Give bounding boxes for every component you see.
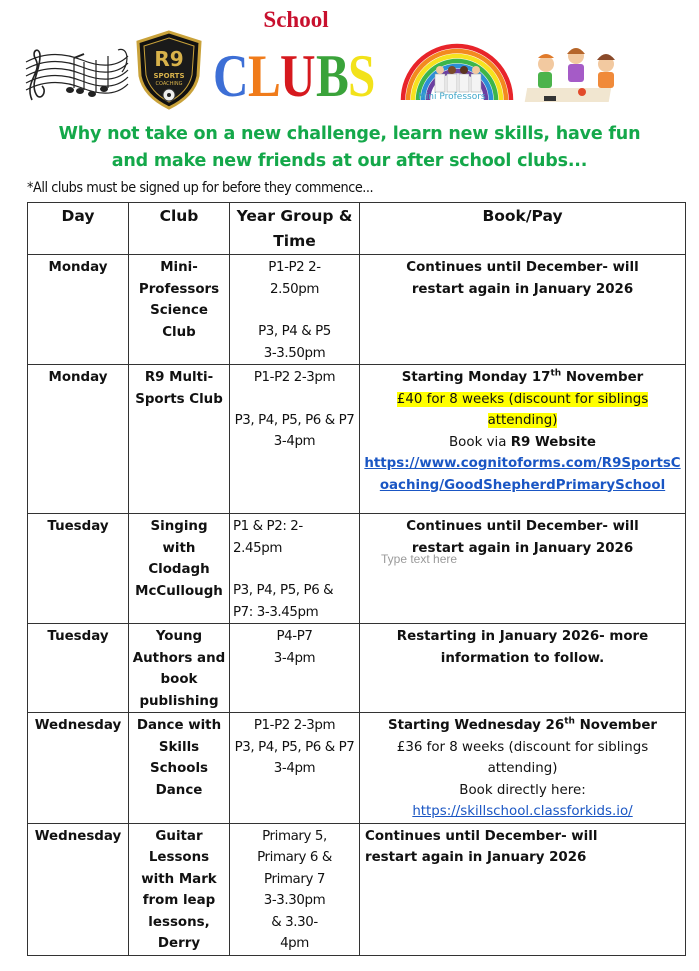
price-highlight: £40 for 8 weeks (discount for siblings attending) [396,391,649,428]
school-title: School [263,7,329,32]
headline-line-1: Why not take on a new challenge, learn new skills, have fun [58,124,641,144]
cell-club: Young Authors and book publishing [129,624,230,713]
header-day: Day [28,203,129,255]
cell-book-pay [360,713,686,824]
year-time-group-1: P4-P7 3-4pm [273,629,316,666]
clubs-title [213,36,374,109]
year-time-group-1: P1-P2 2-3pm [253,718,336,733]
signup-note: *All clubs must be signed up for before they commence... [27,180,374,196]
skillschool-booking-link[interactable]: https://skillschool.classforkids.io/ [412,804,633,819]
cell-day: Tuesday [28,624,129,713]
table-row [28,514,686,624]
table-row [28,365,686,514]
r9-booking-link[interactable]: https://www.cognitoforms.com/R9SportsCoaching/GoodShepherdPrimarySchool [364,456,681,493]
year-time-group-1: P1-P2 2-3pm [253,370,336,385]
clubs-letter-b: B [315,43,347,109]
cell-year-time [230,624,360,713]
clubs-letter-c: C [213,43,247,109]
clubs-letter-u: U [280,43,315,109]
header-club: Club [129,203,230,255]
table-row [28,255,686,365]
clubs-table [27,202,686,956]
header-year-group-time: Year Group & Time [230,203,360,255]
cell-club: Guitar Lessons with Mark from leap lessons, Derry [129,823,230,955]
mini-professors-label: Mini Professors [418,92,486,102]
cell-club: Dance with Skills Schools Dance [129,713,230,824]
cell-year-time [230,823,360,955]
headline [20,121,679,175]
cell-club: Mini-Professors Science Club [129,255,230,365]
year-time-group-1: P1 & P2: 2-2.45pm [233,519,303,556]
year-time-group-2: 3-3.30pm & 3.30-4pm [263,893,326,951]
cell-club: Singing with Clodagh McCullough [129,514,230,624]
cell-year-time [230,255,360,365]
table-header-row [28,203,686,255]
headline-line-2: and make new friends at our after school clubs... [111,151,588,171]
svg-text:R9: R9 [154,47,184,71]
svg-text:COACHING: COACHING [155,81,183,87]
cell-book-pay: Continues until December- will restart again in January 2026 [360,823,686,955]
year-time-group-2: P3, P4, P5, P6 & P7 3-4pm [234,739,355,776]
header-banner [0,0,699,112]
book-via: Book via R9 Website [449,434,596,450]
cell-year-time [230,365,360,514]
price-info: £36 for 8 weeks (discount for siblings attending) [396,739,649,776]
year-time-group-1: P1-P2 2-2.50pm [268,260,321,297]
year-time-group-2: P3, P4, P5, P6 & P7: 3-3.45pm [233,583,334,620]
cell-club: R9 Multi-Sports Club [129,365,230,514]
price-info [363,389,682,432]
year-time-group-2: P3, P4 & P5 3-3.50pm [258,324,331,361]
cell-day: Wednesday [28,713,129,824]
start-date: Starting Wednesday 26th November [387,716,658,733]
year-time-group-1: Primary 5, Primary 6 & Primary 7 [257,828,332,887]
cell-book-pay: Continues until December- will restart again in January 2026 [360,514,686,624]
cell-day: Monday [28,365,129,514]
table-row [28,823,686,955]
cell-book-pay [360,365,686,514]
r9-sports-coaching-logo [134,30,204,110]
cell-book-pay: Restarting in January 2026- more information to follow. [360,624,686,713]
table-row [28,624,686,713]
year-time-group-2: P3, P4, P5, P6 & P7 3-4pm [234,412,355,449]
table-row [28,713,686,824]
cell-day: Wednesday [28,823,129,955]
cell-day: Tuesday [28,514,129,624]
music-notes-icon [22,42,132,110]
children-painting-illustration [522,38,630,110]
cell-book-pay: Continues until December- will restart again in January 2026 [360,255,686,365]
cell-year-time [230,713,360,824]
start-date: Starting Monday 17th November [401,368,644,385]
svg-text:SPORTS: SPORTS [153,72,185,80]
header-book-pay: Book/Pay [360,203,686,255]
clubs-letter-s: S [347,43,374,109]
cell-day: Monday [28,255,129,365]
type-text-placeholder[interactable]: Type text here [381,552,458,566]
cell-year-time [230,514,360,624]
book-directly: Book directly here: [459,782,586,798]
clubs-letter-l: L [248,43,280,109]
